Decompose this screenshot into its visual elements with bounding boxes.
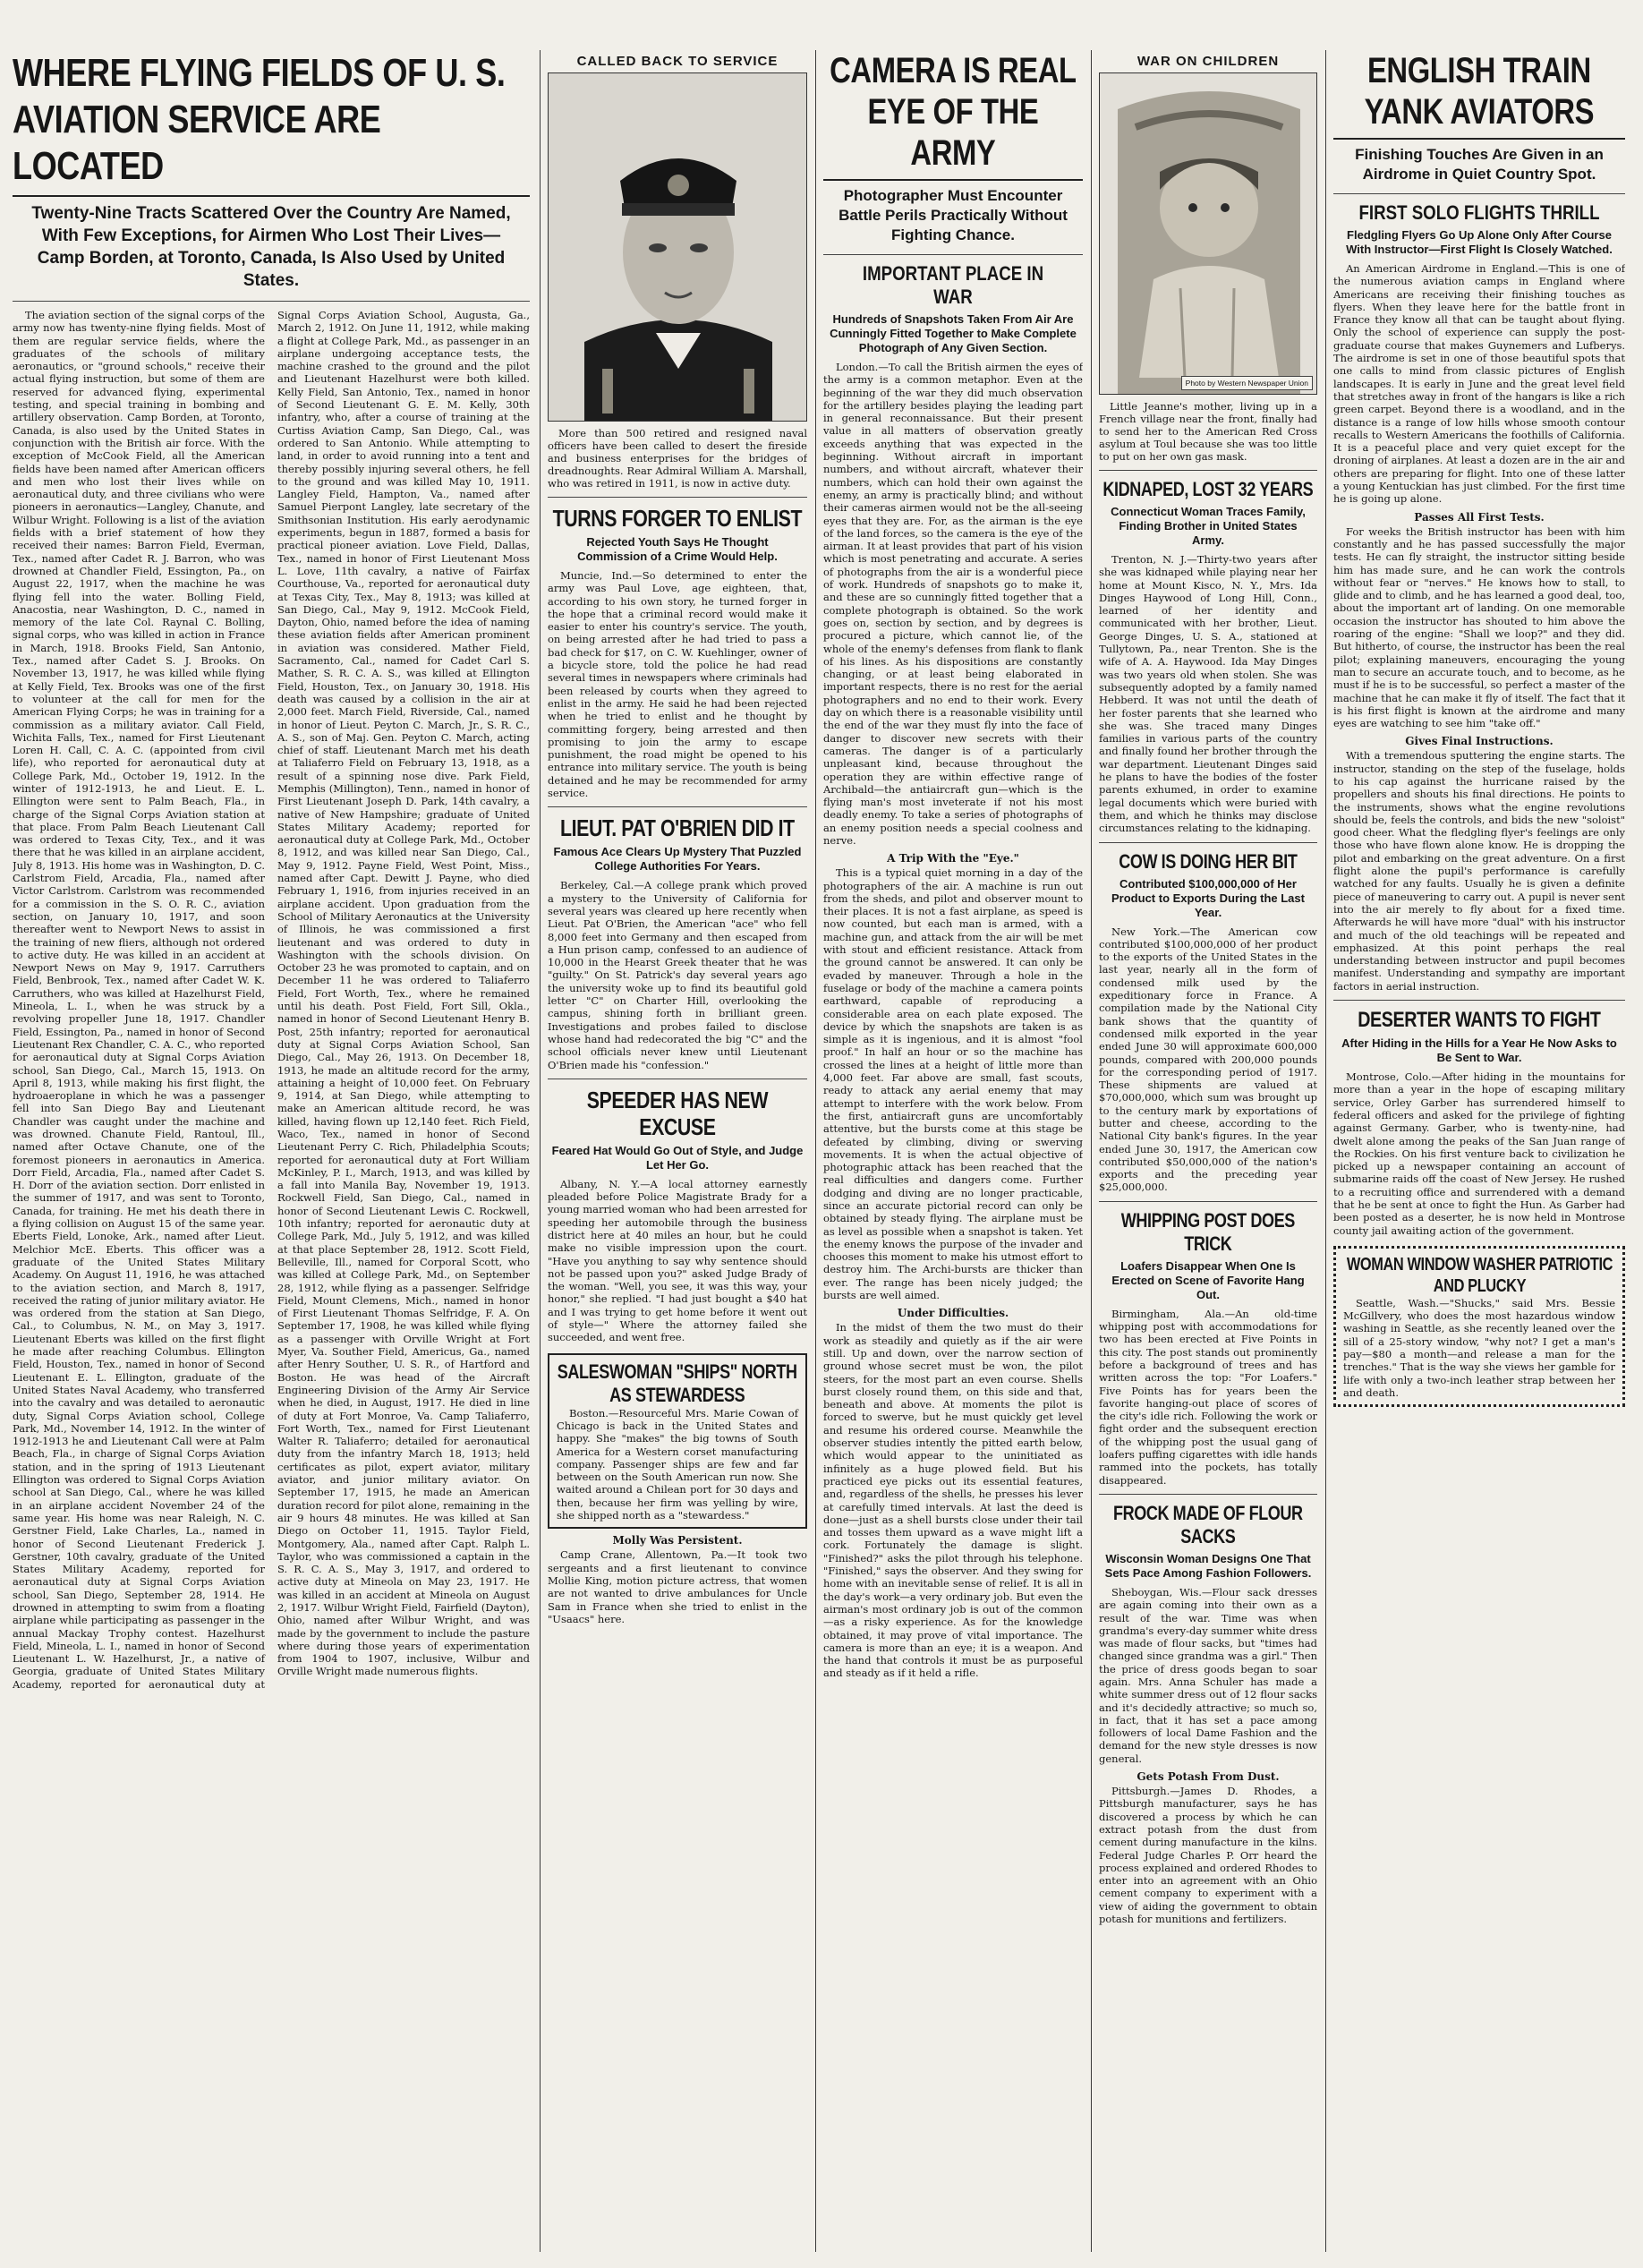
- column-d: [1099, 50, 1317, 2252]
- column-flying-fields: [13, 50, 530, 2252]
- photo-label-admiral: CALLED BACK TO SERVICE: [576, 54, 779, 69]
- divider: [1099, 470, 1317, 471]
- divider: [1333, 138, 1625, 140]
- divider: [13, 301, 530, 302]
- body-saleswoman: Boston.—Resourceful Mrs. Marie Cowan of Chicago is back in the United States and happy. She "makes" the big towns of South America for a Western corset manufacturing company. Passenger ships are few and far between on the South American run now. She waited around a Chilean port for 30 days and then, because her firm was yelling by wire, she shipped north as a "stewardess.": [557, 1406, 798, 1522]
- body-potash: Pittsburgh.—James D. Rhodes, a Pittsburgh manufacturer, says he has discovered a process by which he can extract potash from the dust from cement during manufacture in the kilns. Federal Judge Charles P. Orr heard the process explained and ordered Rhodes to enter into an agreement with an Ohio cement company to experiment with a view of aiding the government to obtain potash for munitions and fertilizers.: [1099, 1785, 1317, 1926]
- body-window-washer: Seattle, Wash.—"Shucks," said Mrs. Bessie McGillvery, who does the most hazardous window washing in Seattle, as she recently leaned over the sill of a 25-story window, "why not? I get a man's pay—$80 a month—and release a man for the trenches." That is the way she views her gamble for life with only a two-inch leather strap between her and death.: [1343, 1296, 1615, 1399]
- divider: [548, 806, 807, 807]
- subhead-camera-trip: A Trip With the "Eye.": [887, 852, 1019, 865]
- box-saleswoman: [548, 1353, 807, 1530]
- body-camera-3: In the midst of them the two must do their work as steadily and quietly as if the air were still. Up and down, over the narrow section of ground whose secret must be won, the pilot steers, for the most part an even course. Shells burst closely round them, on this side and that, beneath and above. At moments the pilot is forced to swerve, but he must quickly get level and resume his ordered course. Meanwhile the observer studies intently the pitted earth below, which would appear to the uninitiated as infinitely as a huge plowed field. But his practiced eye picks out its essential features, and, regardless of the shells, he presses his lever at carefully timed intervals. At last the deed is done—just as a shell bursts close under their tail and tosses them upward as a wave might lift a cork. Fortunately the damage is slight. "Finished?" asks the pilot through his telephone. "Finished," says the observer. And they swing for home with an inevitable sense of relief. It is all in the day's work—a very ordinary job. But even the airman's most ordinary job is out of the common—as a risky experience. As for the knowledge obtained, it may prove of vital importance. The camera is more than an eye; it is a weapon. And the hand that controls it must be as purposeful and steady as if it held a rifle.: [823, 1321, 1083, 1680]
- column-e: [1333, 50, 1625, 2252]
- headline-whipping: WHIPPING POST DOES TRICK: [1120, 1208, 1296, 1255]
- deck-whipping: Loafers Disappear When One Is Erected on Scene of Favorite Hang Out.: [1111, 1258, 1305, 1301]
- child-portrait-icon: [1100, 73, 1317, 395]
- divider: [1099, 1201, 1317, 1202]
- headline-flying-fields: WHERE FLYING FIELDS OF U. S. AVIATION SERVICE ARE LOCATED: [13, 51, 506, 188]
- subdeck-english: Fledgling Flyers Go Up Alone Only After Course With Instructor—First Flight Is Closely Watched.: [1346, 228, 1613, 256]
- photo-label-child: WAR ON CHILDREN: [1136, 54, 1280, 69]
- body-cow: New York.—The American cow contributed $100,000,000 of her product to the exports of the United States in the last year, nearly all in the form of condensed milk used by the expeditionary force in France. A compilation made by the National City bank shows that the quantity of condensed milk exported in the year ended June 30 will approximate 600,000 pounds, compared with 200,000 pounds for the corresponding period of 1917. These shipments are valued at $70,000,000, which sum was brought up to the century mark by exportations of butter and cheese, according to the National City bank's figures. In the year ended June 30, 1917, the American cow contributed $50,000,000 of the nation's exports and the preceding year $25,000,000.: [1099, 925, 1317, 1194]
- headline-cow: COW IS DOING HER BIT: [1119, 849, 1298, 873]
- subdeck-camera: Hundreds of Snapshots Taken From Air Are Cunningly Fitted Together to Make Complete Photograph of Any Given Section.: [830, 312, 1077, 354]
- body-flying-fields: The aviation section of the signal corps of the army now has twenty-nine flying fields. Most of them are regular service fields, where the graduates of the schools of military aeronautics, or "ground schools," receive their actual flying instruction, but some of them are reserved for advanced flying, experimental testing, and special training in bombing and artillery observation. Camp Borden, at Toronto, Canada, is also used by the United States in conjunction with the British air force. With the exception of McCook Field, all the American fields have been named after American officers and men who lost their lives while on aeronautical duty, and three civilians who were pioneers in aeronautics—Langley, Chanute, and Wilbur Wright. Following is a list of the aviation fields with a brief statement of how they received their names: Barron Field, Everman, Tex., named after Cadet R. J. Barron, who was drowned at Chandler Field, Essington, Pa., on August 22, 1917, when the machine he was flying fell into the water. Bolling Field, Anacostia, near Washington, D. C., named in memory of the late Col. Raynal C. Bolling, signal corps, who was killed in action in France in March, 1918. Brooks Field, San Antonio, Tex., named after Cadet S. J. Brooks. On November 13, 1917, he was killed while flying at Kelly Field, Tex. Brooks was one of the first to volunteer at the call for men for the American Flying Corps; he was in training for a commission as a military aviator. Call Field, Wichita Falls, Tex., named for First Lieutenant Loren H. Call, C. A. C. (appointed from civil life), who reported for aeronautical duty at College Park, Md., October 19, 1912. In the winter of 1912-1913, he and Lieut. E. L. Ellington were sent to Palm Beach, Fla., in charge of the Signal Corps Aviation station at that place. From Palm Beach Lieutenant Call was ordered to Texas City, Tex., and it was there that he was killed in an airplane accident, July 8, 1913. His home was in Washington, D. C. Carlstrom Field, Arcadia, Fla., named after Victor Carlstrom. Carlstrom was recommended for a commission in the S. O. R. C., aviation section, on January 10, 1917, and soon thereafter went to Newport News to assist in the training of new fliers, although not ordered to active duty. He was killed in an accident at Newport News on May 9, 1917. Carruthers Field, Benbrook, Tex., named after Cadet W. K. Carruthers, who was killed at Hazelhurst Field, Mineola, L. I., when he was struck by a revolving propeller June 18, 1917. Chandler Field, Essington, Pa., named in honor of Second Lieutenant Rex Chandler, C. A. C., who reported for aeronautical duty at Signal Corps Aviation school, San Diego, Cal., March 15, 1913. On April 8, 1913, while making his first flight, the hydroaeroplane in which he was a passenger fell into San Diego Bay and Lieutenant Chandler was caught under the machine and was drowned. Chanute Field, Rantoul, Ill., named after Octave Chanute, one of the foremost pioneers in aeronautics in America. Dorr Field, Arcadia, Fla., named after Cadet S. H. Dorr of the aviation section. Dorr enlisted in the summer of 1917, and was sent to Toronto, Canada, for training. He met his death there in a flying collision on August 15 of the same year. Eberts Field, Lonoke, Ark., named after Lieut. Melchior McE. Eberts. This officer was a graduate of the United States Military Academy. On August 11, 1916, he was attached to the aviation section, and March 8, 1917, received the rating of junior military aviator. He was ordered from the station at San Diego, Cal., to Columbus, N. M., on May 3, 1917. Lieutenant Eberts was killed on the first flight he made after reaching Columbus. Ellington Field, Houston, Tex., named in honor of Second Lieutenant E. L. Ellington, graduate of the United States Naval Academy, who transferred into the cavalry and was detailed to aeronautic duty, Signal Corps Aviation school, College Park, Md., November 14, 1912. In the winter of 1912-1913 he and Lieutenant Call were at Palm Beach, Fla., in charge of Signal Corps Aviation station, and in the spring of 1913 Lieutenant Ellington was ordered to Signal Corps Aviation school at San Diego, Cal., where he was killed in an airplane accident November 24 of the same year. His home was near Raleigh, N. C. Gerstner Field, Lake Charles, La., named in honor of Second Lieutenant Frederick J. Gerstner, 10th cavalry, graduate of the United States Military Academy, reported for aeronautical duty at Signal Corps Aviation school, San Diego, September 28, 1914. He drowned in attempting to swim from a floating airplane while participating as passenger in the annual Mackay Trophy contest. Hazelhurst Field, Mineola, L. I., named in honor of Second Lieutenant L. W. Hazelhurst, Jr., a native of Georgia, graduate of United States Military Academy, reported for aeronautical duty at Signal Corps Aviation School, Augusta, Ga., March 2, 1912. On June 11, 1912, while making a flight at College Park, Md., as passenger in an airplane undergoing acceptance tests, the machine crashed to the ground and the pilot and Lieutenant Hazelhurst were both killed. Kelly Field, San Antonio, Tex., named in honor of Second Lieutenant G. E. M. Kelly, 30th infantry, who, after a course of training at the Curtiss Aviation Camp, San Diego, Cal., was ordered to San Antonio. While attempting to land, in order to avoid running into a tent and thereby possibly injuring several others, he fell to the ground and was killed May 10, 1911. Langley Field, Hampton, Va., named after Samuel Pierpont Langley, late secretary of the Smithsonian Institution. His early aerodynamic experiments, begun in 1887, formed a basis for practical pioneer aviation. Love Field, Dallas, Tex., named in honor of First Lieutenant Moss L. Love, 11th cavalry, a native of Fairfax Courthouse, Va., reported for aeronautical duty at Texas City, Tex., May 8, 1913; was killed at San Diego, Cal., May 9, 1912. McCook Field, Dayton, Ohio, named before the idea of naming these aviation fields after American prominent in aviation was considered. Mather Field, Sacramento, Cal., named for Cadet Carl S. Mather, S. R. C. A. S., was killed at Ellington Field, Houston, Tex., on January 30, 1918. His death was caused by a collision in the air at 2,000 feet. March Field, Riverside, Cal., named in honor of Lieut. Peyton C. March, Jr., S. R. C., A. S., son of Maj. Gen. Peyton C. March, acting chief of staff. Lieutenant March met his death at Taliaferro Field on February 13, 1918, as a result of a spinning nose dive. Park Field, Memphis (Millington), Tenn., named in honor of First Lieutenant Joseph D. Park, 14th cavalry, a native of New Hampshire; graduate of United States Military Academy; reported for aeronautical duty at College Park, Md., October 8, 1912, and was killed near San Diego, Cal., May 9, 1912. Payne Field, West Point, Miss., named after Capt. Dewitt J. Payne, who died February 1, 1916, from injuries received in an airplane accident. Upon graduation from the School of Military Aeronautics at the University of Illinois, he was commissioned a first lieutenant and was ordered to duty in Washington with the schools division. On October 23 he was promoted to captain, and on December 11 he was ordered to Taliaferro Field, Fort Worth, Tex., where he remained until his death. Post Field, Fort Sill, Okla., named in honor of Second Lieutenant Henry B. Post, 25th infantry; reported for aeronautical duty at Signal Corps Aviation School, San Diego, Cal., May 26, 1913. On December 18, 1913, he made an altitude record for the army, attaining a height of 10,000 feet. On February 9, 1914, at San Diego, while attempting to make an American altitude record, he was killed, having flown up 12,140 feet. Rich Field, Waco, Tex., named in honor of Second Lieutenant Perry C. Rich, Philadelphia Scouts; reported for aeronautical duty at Fort William McKinley, P. I., March, 1913, and was killed by a fall into Manila Bay, November 19, 1913. Rockwell Field, San Diego, Cal., named in honor of Second Lieutenant Lewis C. Rockwell, 10th infantry; reported for aeronautic duty at College Park, Md., July 5, 1912, and was killed at that place September 28, 1912. Scott Field, Belleville, Ill., named for Corporal Scott, who was killed at College Park, Md., on September 28, 1912, while flying as a passenger. Selfridge Field, Mount Clemens, Mich., named in honor of First Lieutenant Thomas Selfridge, F. A. On September 17, 1908, he was killed while flying as a passenger with Orville Wright at Fort Myer, Va. Souther Field, Americus, Ga., named after Henry Souther, U. S. R., of Hartford and Boston. He was head of the Aircraft Engineering Division of the Army Air Service when he died, in August, 1917. He died in line of duty at Fort Monroe, Va. Camp Taliaferro, Fort Worth, Tex., named for First Lieutenant Walter R. Taliaferro; detailed for aeronautical duty from the infantry March 18, 1913; held certificates as pilot, expert aviator, military aviator, and junior military aviator. On September 17, 1915, he made an American duration record for pilot alone, remaining in the air 9 hours 48 minutes. He was killed at San Diego on October 11, 1915. Taylor Field, Montgomery, Ala., named after Capt. Ralph L. Taylor, who was commissioned a captain in the S. R. C. A. S., May 3, 1917, and ordered to active duty at Mineola on May 23, 1917. He was killed in an accident at Mineola on August 2, 1917. Wilbur Wright Field, Fairfield (Dayton), Ohio, named after Wilbur Wright, and was made by the government to include the pasture where during those years of experimentation from 1904 to 1907, inclusive, Wilbur and Orville Wright made numerous flights.: [13, 309, 530, 1691]
- box-window-washer: [1333, 1246, 1625, 1407]
- divider: [1099, 842, 1317, 843]
- deck-forger: Rejected Youth Says He Thought Commission of a Crime Would Help.: [577, 535, 778, 563]
- column-rule: [1325, 50, 1326, 2252]
- deck-flying-fields: Twenty-Nine Tracts Scattered Over the Country Are Named, With Few Exceptions, for Airmen Who Lost Their Lives—Camp Borden, at Toronto, Canada, Is Also Used by United States.: [31, 204, 511, 290]
- deck-camera: Photographer Must Encounter Battle Perils Practically Without Fighting Chance.: [839, 187, 1068, 243]
- deck-kidnaped: Connecticut Woman Traces Family, Finding Brother in United States Army.: [1111, 505, 1306, 547]
- body-english-2: For weeks the British instructor has been with him constantly and he has passed successfully the major tests. He can fly straight, the instructor sitting beside him has made sure, and he can work the controls without fear or "nerves." He knows how to stall, to glide and to climb, and he has learned a good deal, too, about the important art of landing. On one memorable occasion the instructor has shouted to him above the roaring of the engine: "Shall we loop?" and they did. But hitherto, of course, the instructor has been the real pilot; explaining maneuvers, encouraging the young man to secure an accurate touch, and to become, as he must if he is to be successful, so perfect a master of the machine that he can make it fly of itself. The fact that it is his first flight is known at the airdrome and many eyes are watching to see him "take off.": [1333, 524, 1625, 730]
- newspaper-page: [13, 50, 1630, 2252]
- column-rule: [540, 50, 541, 2252]
- divider: [548, 497, 807, 498]
- divider: [1333, 1000, 1625, 1001]
- headline-speeder: SPEEDER HAS NEW EXCUSE: [586, 1086, 769, 1140]
- body-forger: Muncie, Ind.—So determined to enter the army was Paul Love, age eighteen, that, according to his own story, he turned forger in the hope that a criminal record would make it easier to enter his country's service. The youth, on being arrested after he had tried to pass a bad check for $17, on C. W. Kuehlinger, owner of a bicycle store, told the police he had read several times in newspapers where criminals had been released by courts when they agreed to enlist in the army. He said he had been rejected when he tried to enlist and he thought by committing forgery, being arrested and then promising to join the army to escape punishment, the road might be opened to his entrance into military service. The youth is being detained and he may be recommended for army service.: [548, 569, 807, 800]
- body-camera: London.—To call the British airmen the eyes of the army is a common metaphor. Even at the beginning of the war they did much observation for the artillery besides playing the leading part in general reconnaissance. But their present value in all matters of observation greatly exceeds anything that was expected in the beginning. Without aircraft in important numbers, and without aircraft, whatever their numbers, which can hold their own against the enemy, an army is practically blind; and without their cameras airmen would not be the all-seeing eyes that they are. For, as the airman is the eye of the land forces, so the camera is the eye of the airman. It at least provides that part of his vision which is most penetrating and accurate. A series of photographs from the air is a wonderful piece of work. Hundreds of snapshots go to make it, and these are so cunningly fitted together that a complete photograph is obtained. So the work goes on, section by section, and by degrees is procured a picture, which cannot lie, of the whole of the enemy's defenses from flank to flank of his lines. As his dispositions are constantly changing, or at least being elaborated in important respects, there is no rest for the aerial photographers and no end to their work. Every day on which there is a reasonable visibility until the end of the war they must fly into the face of danger to discover new secrets with their cameras. The danger is of a particularly unpleasant kind, because throughout the operation they are within effective range of Archibald—the antiaircraft gun—which is the flying man's most inveterate if not his most deadly enemy. To take a series of photographs of an enemy position needs a special coolness and nerve.: [823, 361, 1083, 847]
- headline-deserter: DESERTER WANTS TO FIGHT: [1358, 1008, 1601, 1033]
- body-speeder: Albany, N. Y.—A local attorney earnestly pleaded before Police Magistrate Brady for a young married woman who had been arrested for speeding her automobile through the business district here at 40 miles an hour, but he could make no visible impression upon the court. "Have you anything to say why sentence should not be passed upon you?" asked Judge Brady of the woman. "Well, you see, it was this way, your honor," she replied. "I had just bought a $40 hat and I was trying to get home before it went out of style—" Where the attorney failed she succeeded, and went free.: [548, 1177, 807, 1344]
- headline-kidnaped: KIDNAPED, LOST 32 YEARS: [1102, 478, 1314, 500]
- body-deserter: Montrose, Colo.—After hiding in the mountains for more than a year in the hope of escaping military service, Orley Garber has surrendered himself to federal officers and asked for the privilege of fighting against Germany. Garber, who is twenty-nine, had dwelt alone among the peaks of the San Juan range of the Rockies. On his first venture back to civilization he picked up a newspaper containing an account of submarine raids off the coast of New Jersey. He rushed to a recruiting office and surrendered with a demand that he be sent at once to fight the Hun. As Garber had been posted as a deserter, he is now held in Montrose county jail awaiting action of the government.: [1333, 1070, 1625, 1237]
- divider: [1099, 1494, 1317, 1495]
- admiral-portrait-icon: [549, 73, 807, 422]
- column-rule: [1091, 50, 1092, 2252]
- caption-admiral: More than 500 retired and resigned naval officers have been called to desert the fireside and business enterprises for the bridges of dreadnoughts. Rear Admiral William A. Marshall, who was retired in 1911, is now in active duty.: [548, 427, 807, 490]
- divider: [1333, 193, 1625, 194]
- subhead-english-final: Gives Final Instructions.: [1405, 735, 1554, 748]
- body-english: An American Airdrome in England.—This is one of the numerous aviation camps in England where Americans are receiving their finishing touches as flyers. When they leave here for the battle front in France they know all that can be taught about flying. Only the school of experience can supply the post-graduate course that makes Guynemers and Lufberys. The airdrome is set in one of those beautiful spots that one calls to mind from classic pictures of English landscapes. It is early in June and the great level field that stretches away in front of the hangars is like a rich green carpet. Beyond there is a woodland, and in the distance is a range of low hills whose smooth contour recalls to Western Americans the foothills of California. It is a peaceful place and very quiet except for the droning of airplanes. At least a dozen are in the air and others are preparing for flight. Into one of these latter a young Kentuckian has just climbed. For the first time he is going up alone.: [1333, 262, 1625, 506]
- deck-deserter: After Hiding in the Hills for a Year He Now Asks to Be Sent to War.: [1341, 1036, 1617, 1065]
- caption-child: Little Jeanne's mother, living up in a French village near the front, finally had to send her to the American Red Cross asylum at Toul because she was too little to put on her own gas mask.: [1099, 400, 1317, 463]
- divider: [823, 254, 1083, 255]
- headline-obrien: LIEUT. PAT O'BRIEN DID IT: [560, 814, 795, 842]
- deck-english: Finishing Touches Are Given in an Airdrome in Quiet Country Spot.: [1355, 146, 1604, 183]
- body-obrien: Berkeley, Cal.—A college prank which proved a mystery to the University of California for several years was cleared up here recently when Lieut. Pat O'Brien, the American "ace" who fell 8,000 feet into Germany and then escaped from a Hun prison camp, confessed to an audience of 10,000 in the Hearst Greek theater that he was "guilty." On St. Patrick's day several years ago the university woke up to find its beautiful gold letter "C" on Charter Hill, overlooking the campus, shining forth in brilliant green. Investigations and probes failed to disclose whose hand had redecorated the big "C" and the school officials never knew until Lieutenant O'Brien made his "confession.": [548, 879, 807, 1071]
- deck-speeder: Feared Hat Would Go Out of Style, and Judge Let Her Go.: [551, 1143, 804, 1172]
- headline-camera: CAMERA IS REAL EYE OF THE ARMY: [830, 51, 1077, 173]
- headline-frock: FROCK MADE OF FLOUR SACKS: [1113, 1501, 1303, 1548]
- divider: [13, 195, 530, 197]
- deck-frock: Wisconsin Woman Designs One That Sets Pace Among Fashion Followers.: [1104, 1551, 1312, 1580]
- body-english-3: With a tremendous sputtering the engine starts. The instructor, standing on the step of the fuselage, holds to his cap against the hurricane raised by the propellers and shouts his final directions. He points to the instruments, shows what the engine revolutions should be, feels the controls, and bids the new "soloist" good cheer. What the fledgling flyer's feelings are only those who have flown alone know. He is dropping the pilot and embarking on the great adventure. On a first flight alone the pupil's performance is carefully watched for any faults. Usually he is given a definite piece of maneuvering to carry out. A pupil is never sent into the air merely to fly about for a fixed time. Afterwards he will have more "dual" with his instructor and much of the old teachings will be repeated and emphasized. At this point perhaps the real understanding between instructor and pupil becomes manifest. Understanding and sympathy are important factors in aerial instruction.: [1333, 749, 1625, 993]
- photo-admiral: [548, 72, 807, 422]
- column-rule: [815, 50, 816, 2252]
- subhead-camera-difficulties: Under Difficulties.: [897, 1307, 1009, 1320]
- photo-child: [1099, 72, 1317, 395]
- headline-english: ENGLISH TRAIN YANK AVIATORS: [1364, 51, 1595, 132]
- subhead-camera: IMPORTANT PLACE IN WAR: [862, 262, 1044, 308]
- subhead-potash: Gets Potash From Dust.: [1136, 1770, 1280, 1784]
- deck-obrien: Famous Ace Clears Up Mystery That Puzzled College Authorities For Years.: [553, 845, 802, 874]
- subhead-mollie: Molly Was Persistent.: [612, 1534, 743, 1548]
- body-mollie: Camp Crane, Allentown, Pa.—It took two sergeants and a first lieutenant to convince Mollie King, motion picture actress, that women are not wanted to drive ambulances for Uncle Sam in France when she tried to enlist in the "Usaacs" here.: [548, 1548, 807, 1625]
- divider: [823, 179, 1083, 181]
- headline-forger: TURNS FORGER TO ENLIST: [552, 505, 803, 532]
- body-frock: Sheboygan, Wis.—Flour sack dresses are again coming into their own as a result of the war. Time was when grandma's every-day summer white dress was made of flour sacks, but "times had changed since grandma was a girl." Then the price of dress goods began to soar again. Mrs. Anna Schuler has made a white summer dress out of 12 flour sacks and it's decidedly attractive; so much so, in fact, that it has set a pace among followers of local Dame Fashion and the demand for the new style dresses is now general.: [1099, 1585, 1317, 1765]
- headline-saleswoman: SALESWOMAN "SHIPS" NORTH AS STEWARDESS: [558, 1360, 797, 1406]
- body-kidnaped: Trenton, N. J.—Thirty-two years after she was kidnaped while playing near her home at Mount Kisco, N. Y., Mrs. Ida Dinges Haywood of Long Hill, Conn., learned of her identity and communicated with her brother, Lieut. George Dinges, U. S. A., stationed at Tullytown, Pa., near Trenton. She is the wife of A. A. Haywood. Ida May Dinges was two years old when stolen. She was subsequently adopted by a family named Hebberd. It was not until the death of her foster parents that she learned who she was. She traced many Dinges families in various parts of the country and finally found her brother through the war department. Lieutenant Dinges said he plans to have the bodies of the foster parents exhumed, in order to examine legal documents which were buried with them, and which he thinks may disclose circumstances relating to the kidnaping.: [1099, 553, 1317, 835]
- photo-credit: Photo by Western Newspaper Union: [1181, 376, 1313, 390]
- subhead-english: FIRST SOLO FLIGHTS THRILL: [1358, 201, 1600, 224]
- column-b: [548, 50, 807, 2252]
- headline-window-washer: WOMAN WINDOW WASHER PATRIOTIC AND PLUCKY: [1346, 1254, 1613, 1296]
- body-camera-2: This is a typical quiet morning in a day of the photographers of the air. A machine is run out from the sheds, and pilot and observer mount to their places. It is not a fast airplane, as speed is now counted, but each man is armed, with a machine gun, and attack from the air will be met with stout and efficient resistance. Attack from the ground cannot be answered. It can only be evaded by maneuver. Through a hole in the fuselage or body of the machine a camera points earthward, capable of reproducing a considerable area on each plate exposed. The device by which the snapshots are taken is as simple as it is ingenious, and it is almost "fool proof." In half an hour or so the machine has crossed the lines at a height of little more than 4,000 feet. Far above are small, fast scouts, ready to attack any aerial enemy that may attempt to interfere with the work below. From the first, antiaircraft guns are uncomfortably attentive, but the bursts come at this stage be defeated by climbing, diving or swerving movements. It is when the actual objective of photographic attack has been reached that the real difficulties and dangers come. Further dodging and diving are no longer practicable, since an accurate pictorial record can only be obtained by steady flying. The airplane must be as level as possible when a snapshot is taken. Yet the enemy knows the purpose of the invader and chooses this moment to make his utmost effort to destroy him. The Archi-bursts are thicker than ever. The range has been nicely judged; the bursts are well aimed.: [823, 866, 1083, 1302]
- column-camera: [823, 50, 1083, 2252]
- deck-cow: Contributed $100,000,000 of Her Product to Exports During the Last Year.: [1111, 876, 1305, 919]
- body-whipping: Birmingham, Ala.—An old-time whipping post with accommodations for two has been erected at Five Points in this city. The post stands out prominently before a background of trees and has written across the top: "For Loafers." Five Points has for years been the favorite hanging-out place of scores of the city's idle rich. Following the work or fight order and the subsequent erection of the whipping post the usual gang of loafers puffing cigarettes with idle hands rammed into the pockets, has totally disappeared.: [1099, 1307, 1317, 1487]
- subhead-english-tests: Passes All First Tests.: [1414, 510, 1545, 524]
